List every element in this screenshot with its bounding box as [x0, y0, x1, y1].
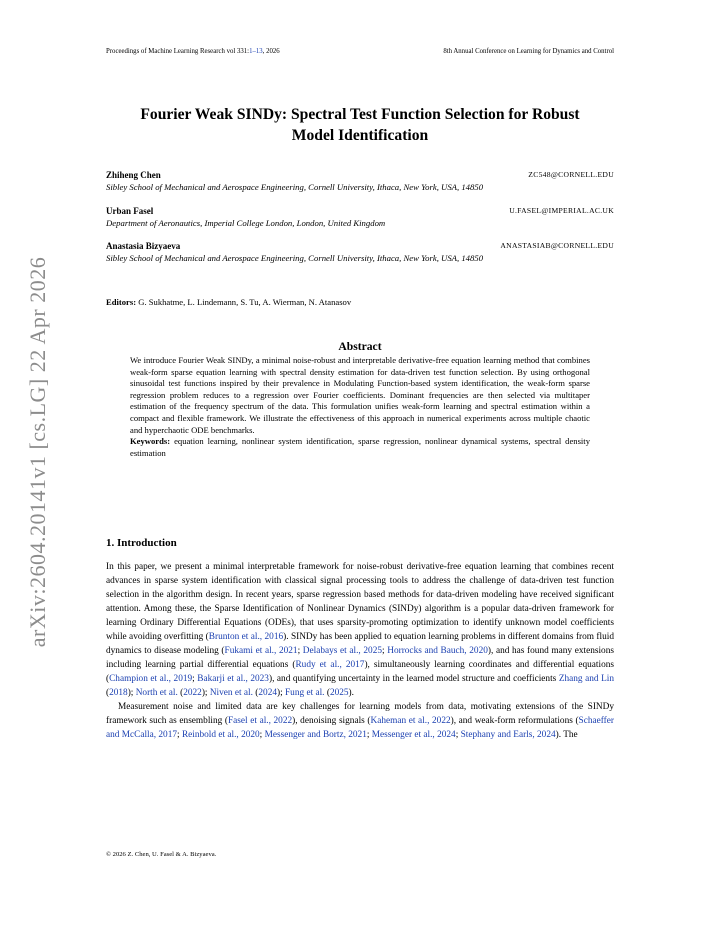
paragraph-text: ). The [555, 730, 578, 740]
editors-names: G. Sukhatme, L. Lindemann, S. Tu, A. Wierman, N. Atanasov [138, 297, 352, 307]
author-email[interactable]: ZC548@CORNELL.EDU [528, 170, 614, 179]
citation-link[interactable]: Schaeffer and McCalla, 2017 [106, 716, 614, 740]
paragraph-text: ); [201, 688, 210, 698]
keywords-label: Keywords: [130, 436, 171, 447]
paragraph-text: ; [366, 730, 372, 740]
citation-link[interactable]: Stephany and Earls, 2024 [460, 730, 556, 740]
author-affiliation: Department of Aeronautics, Imperial College London, London, United Kingdom [106, 218, 386, 228]
paragraph-2 [106, 700, 614, 742]
page-range-link[interactable]: 1–13 [249, 48, 263, 55]
author-name: Urban Fasel [106, 206, 154, 216]
paragraph-text: ( [324, 688, 330, 698]
editors-line [106, 297, 614, 308]
citation-link[interactable]: Fukami et al., 2021 [224, 646, 298, 656]
citation-link[interactable]: 2025 [329, 688, 349, 698]
citation-link[interactable]: Reinbold et al., 2020 [181, 730, 260, 740]
author-block-2 [106, 205, 614, 229]
keywords-text: equation learning, nonlinear system identification, sparse regression, nonlinear dynamical systems, spectral density estimation [130, 436, 590, 458]
conference-label: 8th Annual Conference on Learning for Dynamics and Control [443, 48, 614, 55]
citation-link[interactable]: Horrocks and Bauch, 2020 [387, 646, 488, 656]
author-email[interactable]: ANASTASIAB@CORNELL.EDU [500, 241, 614, 250]
citation-link[interactable]: 2024 [258, 688, 277, 698]
paragraph-text: ( [177, 688, 184, 698]
citation-link[interactable]: 2022 [183, 688, 202, 698]
citation-link[interactable]: Fung et al. [285, 688, 325, 698]
citation-link[interactable]: Delabays et al., 2025 [302, 646, 382, 656]
author-email[interactable]: U.FASEL@IMPERIAL.AC.UK [509, 206, 614, 215]
abstract-heading: Abstract [338, 340, 382, 353]
section-heading [106, 537, 177, 549]
citation-link[interactable]: North et al. [135, 688, 178, 698]
abstract-text: We introduce Fourier Weak SINDy, a minimal noise-robust and interpretable derivative-free equation learning method that combines weak-form sparse equation learning with spectral density estimation for data-driven test function selection. By using orthogonal sinusoidal test functions inspired by their prevalence in Modulating Function-based system identification, the weak-form sparse regression problem reduces to a regression over Fourier coefficients. Dominant frequencies are then selected via multitaper estimation of the frequency spectrum of the data. This formulation unifies weak-form learning and spectral estimation within a compact and flexible framework. We illustrate the effectiveness of this approach in numerical experiments across multiple chaotic and hyperchaotic ODE benchmarks. [130, 355, 590, 435]
paragraph-text: ), simultaneously learning coordinates and differential equations ( [106, 660, 615, 684]
paragraph-text: ; [177, 730, 182, 740]
citation-link[interactable]: Messenger and Bortz, 2021 [264, 730, 367, 740]
author-block-3 [106, 240, 614, 264]
paragraph-text: ); [127, 688, 136, 698]
paragraph-text: ). SINDy has been applied to equation learning problems in different domains from fluid dynamics to disease modeling ( [106, 632, 614, 656]
author-name: Zhiheng Chen [106, 170, 161, 180]
citation-link[interactable]: Brunton et al., 2016 [208, 632, 284, 642]
paragraph-text: ; [259, 730, 265, 740]
paragraph-text: ), and weak-form reformulations ( [450, 716, 579, 726]
citation-link[interactable]: Messenger et al., 2024 [371, 730, 456, 740]
paragraph-text: Measurement noise and limited data are key challenges for learning models from data, motivating extensions of the SINDy framework such as ensembling ( [106, 702, 614, 726]
paragraph-text: ), denoising signals ( [292, 716, 371, 726]
arxiv-stamp [18, 256, 58, 648]
citation-link[interactable]: Rudy et al., 2017 [295, 660, 365, 670]
citation-link[interactable]: Bakarji et al., 2023 [197, 674, 269, 684]
author-affiliation: Sibley School of Mechanical and Aerospace Engineering, Cornell University, Ithaca, New York, USA, 14850 [106, 182, 484, 192]
citation-link[interactable]: Fasel et al., 2022 [228, 716, 293, 726]
paragraph-text: ; [297, 646, 303, 656]
paragraph-text: ), and has found many extensions including learning partial differential equations ( [106, 646, 614, 670]
proceedings-label: Proceedings of Machine Learning Research vol 331:1–13, 2026 [106, 48, 280, 55]
citation-link[interactable]: 2018 [109, 688, 128, 698]
keywords-line [130, 436, 590, 459]
paragraph-text: ), and quantifying uncertainty in the learned model structure and coefficients [268, 674, 559, 684]
paragraph-text: ; [382, 646, 388, 656]
paragraph-text: ); [276, 688, 285, 698]
paragraph-text: ; [455, 730, 461, 740]
section-number: 1. [106, 537, 115, 549]
author-block-1 [106, 169, 614, 193]
abstract-block [130, 355, 590, 459]
body-text [106, 560, 614, 742]
citation-link[interactable]: Champion et al., 2019 [109, 674, 193, 684]
paragraph-text: ( [106, 688, 110, 698]
citation-link[interactable]: Niven et al. [209, 688, 253, 698]
paragraph-text: ( [252, 688, 259, 698]
citation-link[interactable]: Zhang and Lin [558, 674, 615, 684]
paper-title [106, 104, 614, 146]
editors-label: Editors: [106, 297, 137, 307]
author-affiliation: Sibley School of Mechanical and Aerospace Engineering, Cornell University, Ithaca, New York, USA, 14850 [106, 253, 484, 263]
paragraph-text: ). [348, 688, 354, 698]
section-title: Introduction [117, 537, 177, 549]
citation-link[interactable]: Kaheman et al., 2022 [370, 716, 451, 726]
title-line-1: Fourier Weak SINDy: Spectral Test Function Selection for Robust [140, 106, 580, 123]
paragraph-text: ; [192, 674, 198, 684]
paragraph-1 [106, 560, 614, 700]
arxiv-stamp-text: arXiv:2604.20141v1 [cs.LG] 22 Apr 2026 [25, 256, 50, 648]
author-name: Anastasia Bizyaeva [106, 241, 181, 251]
title-line-2: Model Identification [291, 127, 429, 144]
copyright-footer: © 2026 Z. Chen, U. Fasel & A. Bizyaeva. [106, 851, 217, 858]
paragraph-text: In this paper, we present a minimal interpretable framework for noise-robust derivative-free equation learning that combines recent advances in sparse system identification with classical signal processing tools to address the challenge of data-driven test function selection in the algorithm design. In recent years, sparse regression based methods for data-driven modeling have received significant attention. Among these, the Sparse Identification of Nonlinear Dynamics (SINDy) algorithm is a popular data-driven framework for learning Ordinary Differential Equations (ODEs), that uses sparsity-promoting optimization to identify unknown model coefficients while avoiding overfitting ( [106, 562, 614, 642]
